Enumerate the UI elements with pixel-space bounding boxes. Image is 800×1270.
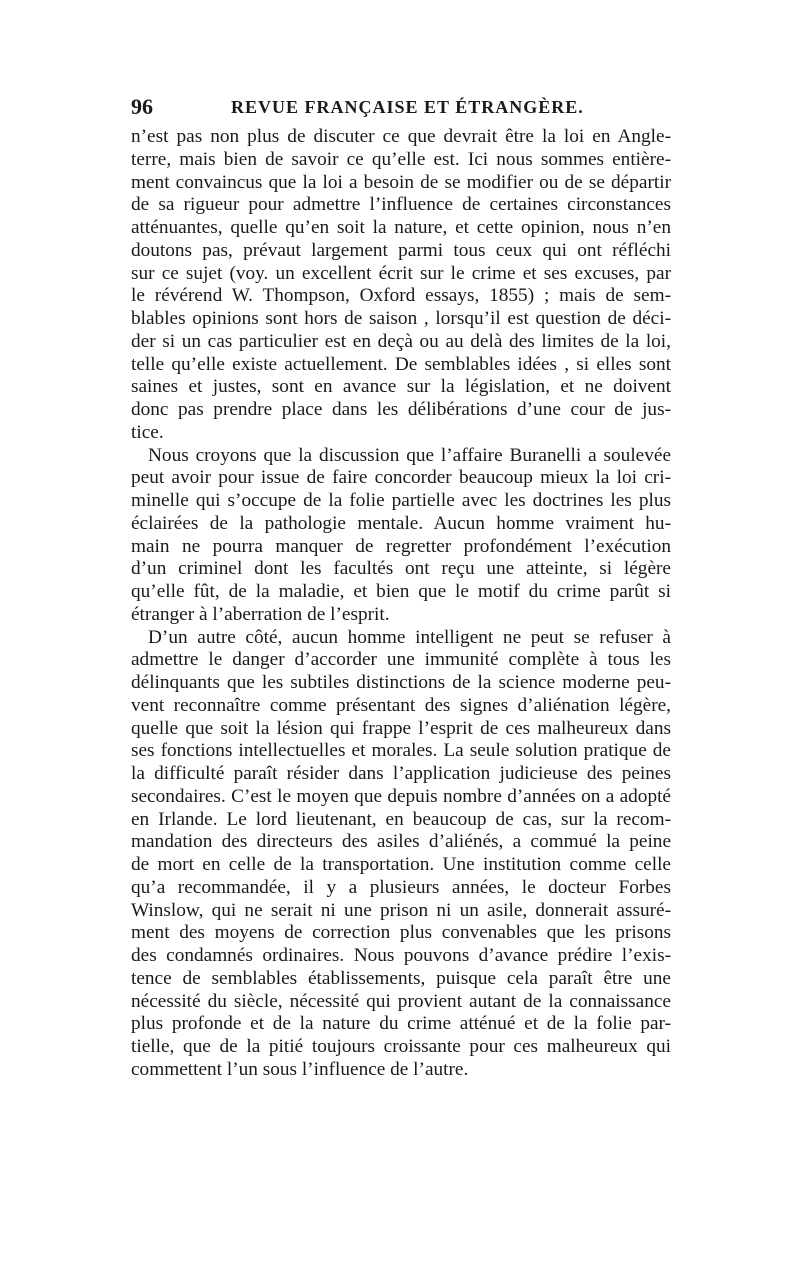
text-line: qu’a recommandée, il y a plusieurs années, le docteur Forbes [131,876,671,898]
text-line: ment des moyens de correction plus convenables que les prisons [131,922,671,944]
text-line: le révérend W. Thompson, Oxford essays, 1855) ; mais de sem- [131,285,671,307]
running-head: REVUE FRANÇAISE ET ÉTRANGÈRE. [231,97,584,117]
text-line: atténuantes, quelle qu’en soit la nature, et cette opinion, nous n’en [131,217,671,238]
body-text [131,126,671,1082]
text-line: admettre le danger d’accorder une immunité complète à tous les [131,649,671,671]
paragraph [131,627,671,1082]
text-line: der si un cas particulier est en deçà ou au delà des limites de la loi, [131,330,671,352]
text-line: Nous croyons que la discussion que l’affaire Buranelli a soulevée [148,444,671,466]
text-line: vent reconnaître comme présentant des signes d’aliénation légère, [131,694,671,716]
text-line: minelle qui s’occupe de la folie partielle avec les doctrines les plus [131,490,671,511]
text-line: ses fonctions intellectuelles et morales. La seule solution pratique de [131,740,671,762]
text-line: étranger à l’aberration de l’esprit. [131,603,390,625]
text-line: des condamnés ordinaires. Nous pouvons d’avance prédire l’exis- [131,945,671,966]
text-line: donc pas prendre place dans les délibérations d’une cour de jus- [131,399,671,420]
page-header [131,92,671,122]
text-line: tence de semblables établissements, puisque cela paraît être une [131,967,671,989]
text-line: tielle, que de la pitié toujours croissante pour ces malheureux qui [131,1036,671,1057]
text-line: telle qu’elle existe actuellement. De semblables idées , si elles sont [131,353,671,375]
text-line: ment convaincus que la loi a besoin de se modifier ou de se départir [131,171,671,193]
paragraph [131,126,671,445]
text-line: en Irlande. Le lord lieutenant, en beaucoup de cas, sur la recom- [131,808,671,830]
text-line: terre, mais bien de savoir ce qu’elle est. Ici nous sommes entière- [131,148,671,170]
text-line: tice. [131,421,164,443]
text-line: sur ce sujet (voy. un excellent écrit sur le crime et ses excuses, par [131,262,671,284]
text-line: la difficulté paraît résider dans l’application judicieuse des peines [131,763,671,784]
text-line: de sa rigueur pour admettre l’influence de certaines circonstances [131,194,671,216]
text-line: Winslow, qui ne serait ni une prison ni un asile, donnerait assuré- [131,899,671,921]
text-line: commettent l’un sous l’influence de l’autre. [131,1058,469,1080]
text-line: qu’elle fût, de la maladie, et bien que le motif du crime parût si [131,581,671,602]
text-line: saines et justes, sont en avance sur la législation, et ne doivent [131,376,671,398]
page-number: 96 [131,94,153,119]
text-line: éclairées de la pathologie mentale. Aucun homme vraiment hu- [131,512,671,534]
text-line: nécessité du siècle, nécessité qui provient autant de la connaissance [131,990,671,1012]
text-line: D’un autre côté, aucun homme intelligent ne peut se refuser à [148,626,671,648]
text-line: peut avoir pour issue de faire concorder beaucoup mieux la loi cri- [131,467,671,489]
text-line: blables opinions sont hors de saison , lorsqu’il est question de déci- [131,308,671,329]
text-line: d’un criminel dont les facultés ont reçu une atteinte, si légère [131,558,671,580]
text-line: secondaires. C’est le moyen que depuis nombre d’années on a adopté [131,785,671,807]
text-line: plus profonde et de la nature du crime atténué et de la folie par- [131,1013,671,1035]
text-line: doutons pas, prévaut largement parmi tous ceux qui ont réfléchi [131,239,671,261]
text-line: main ne pourra manquer de regretter profondément l’exécution [131,535,671,557]
text-line: quelle que soit la lésion qui frappe l’esprit de ces malheureux dans [131,717,671,739]
text-line: mandation des directeurs des asiles d’aliénés, a commué la peine [131,831,671,853]
text-line: de mort en celle de la transportation. Une institution comme celle [131,854,671,875]
text-line: n’est pas non plus de discuter ce que devrait être la loi en Angle- [131,126,671,147]
text-line: délinquants que les subtiles distinctions de la science moderne peu- [131,672,671,693]
paragraph [131,445,671,627]
